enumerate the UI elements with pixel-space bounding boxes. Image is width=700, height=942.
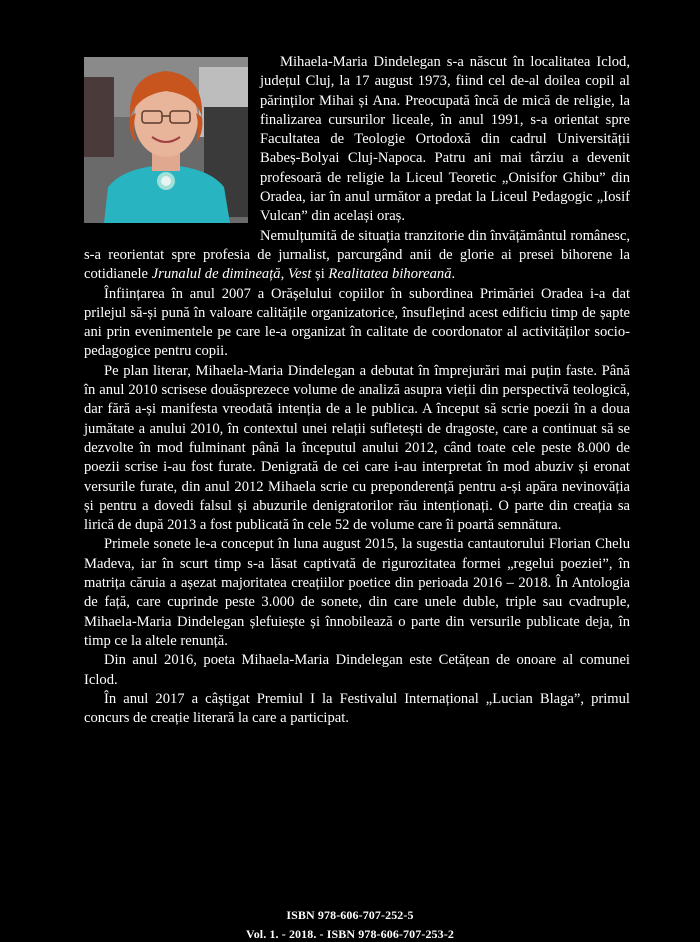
bio-paragraph-5: Primele sonete le-a conceput în luna august 2015, la sugestia cantautorului Florian Chelu Madeva, iar în scurt timp s-a lăsat captivată de rigurozitatea formei „regelui poeziei”, în matrița căruia a așezat majoritatea creațiilor poetice din perioada 2016 – 2018. În Antologia de față, care cuprinde peste 3.000 de sonete, din care unele duble, triple sau cvadruple, Mihaela-Maria Dindelegan șlefuiește și înnobilează o parte din versurile publicate deja, în timp ce la altele renunță. <box>84 536 630 649</box>
newspaper-3: Realitatea bihoreană <box>328 266 452 283</box>
biography <box>84 53 630 728</box>
newspaper-1: Jrunalul de dimineață <box>151 266 281 283</box>
bio-paragraph-2-text: Nemulțumită de situația tranzitorie din învățământul românesc, s-a reorientat spre profesia de jurnalist, parcurgând anii de glorie ai presei bihorene la cotidianele <box>84 227 630 283</box>
bio-paragraph-1: Mihaela-Maria Dindelegan s-a născut în localitatea Iclod, județul Cluj, la 17 august 1973, fiind cel de-al doilea copil al părinților Mihai și Ana. Preocupată încă de mică de religie, la finalizarea cursurilor liceale, în anul 1991, s-a orientat spre Facultatea de Teologie Ortodoxă din cadrul Universității Babeș-Bolyai Cluj-Napoca. Patru ani mai târziu a devenit profesoară de religie la Liceul Teoretic „Onisifor Ghibu” din Oradea, iar în anul următor a predat la Liceul Pedagogic „Iosif Vulcan” din același oraș. <box>260 54 630 225</box>
bio-sep-2: și <box>311 266 329 283</box>
bio-paragraph-7: În anul 2017 a câștigat Premiul I la Festivalul Internațional „Lucian Blaga”, primul concurs de creație literară la care a participat. <box>84 690 630 727</box>
bio-sep-1: , <box>280 266 288 283</box>
bio-paragraph-6: Din anul 2016, poeta Mihaela-Maria Dindelegan este Cetățean de onoare al comunei Iclod. <box>84 652 630 688</box>
bio-paragraph-3: Înființarea în anul 2007 a Orășelului copiilor în subordinea Primăriei Oradea i-a dat prilejul să-și pună în valoare calitățile organizatorice, însuflețind acest edificiu timp de șapte ani prin evenimentele pe care le-a organizat în calitate de coordonator al activităților socio-pedagogice pentru copii. <box>84 285 630 360</box>
newspaper-2: Vest <box>287 266 312 283</box>
photo-spacer <box>84 53 260 237</box>
bio-paragraph-4: Pe plan literar, Mihaela-Maria Dindelegan a debutat în împrejurări mai puțin faste. Până în anul 2010 scrisese douăsprezece volume de analiză asupra vieții din perspectivă teologică, dar fără a-și manifesta vreodată intenția de a le publica. A început să scrie poezii în a doua jumătate a anului 2010, în contextul unei relații sufletești de dragoste, care a continuat să se dezvolte în mod fulminant până la începutul anului 2012, când toate cele peste 8.000 de poezii scrise i-au fost furate. Denigrată de cei care i-au interpretat în mod abuziv și eronat versurile furate, din anul 2012 Mihaela scrie cu preponderență pentru a-și apăra nevinovăția și pentru a dovedi falsul și abuzurile denigratorilor rău intenționați. O parte din creația sa lirică de după 2013 a fost publicată în cele 52 de volume care îi poartă semnătura. <box>84 362 630 534</box>
isbn-line-1: ISBN 978-606-707-252-5 <box>286 908 414 922</box>
bio-paragraph-2-end: . <box>451 266 456 283</box>
isbn-line-2: Vol. 1. - 2018. - ISBN 978-606-707-253-2 <box>246 927 454 941</box>
